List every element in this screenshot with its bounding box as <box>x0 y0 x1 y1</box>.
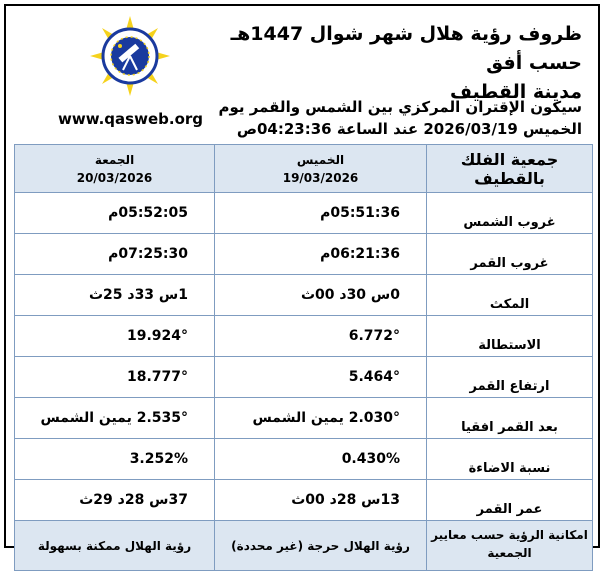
conjunction-line-2: الخميس 2026/03/19 عند الساعة 04:23:36ص <box>236 120 582 138</box>
friday-value: 2.535° يمين الشمس <box>15 398 215 439</box>
friday-header <box>15 145 215 193</box>
conjunction-info <box>202 96 582 140</box>
page-title <box>202 20 582 107</box>
thursday-value: 0س 30د 00ث <box>215 275 427 316</box>
table-row <box>15 316 593 357</box>
table-row <box>15 439 593 480</box>
friday-value: 3.252% <box>15 439 215 480</box>
title-line-2: مدينة القطيف <box>450 81 582 103</box>
thursday-day: الخميس <box>296 152 345 167</box>
society-name: جمعية الفلك بالقطيف <box>427 145 593 193</box>
table-row <box>15 275 593 316</box>
conjunction-line-1: سيكون الإقتران المركزي بين الشمس والقمر يوم <box>218 98 582 116</box>
friday-visibility: رؤية الهلال ممكنة بسهولة <box>15 521 215 571</box>
table-row <box>15 193 593 234</box>
table-header-row <box>15 145 593 193</box>
header <box>6 6 598 144</box>
thursday-date: 19/03/2026 <box>282 170 359 185</box>
friday-value: 1س 33د 25ث <box>15 275 215 316</box>
table-footer-row <box>15 521 593 571</box>
table-row <box>15 234 593 275</box>
row-label: المكث <box>427 275 593 316</box>
friday-value: 05:52:05م <box>15 193 215 234</box>
thursday-value: 5.464° <box>215 357 427 398</box>
row-label: بعد القمر افقيا <box>427 398 593 439</box>
friday-value: 37س 28د 29ث <box>15 480 215 521</box>
row-label: الاستطالة <box>427 316 593 357</box>
website-url[interactable]: www.qasweb.org <box>58 110 204 128</box>
thursday-value: 0.430% <box>215 439 427 480</box>
friday-value: 19.924° <box>15 316 215 357</box>
friday-date: 20/03/2026 <box>76 170 153 185</box>
thursday-visibility: رؤية الهلال حرجة (غير محددة) <box>215 521 427 571</box>
table-row <box>15 398 593 439</box>
row-label: ارتفاع القمر <box>427 357 593 398</box>
table-row <box>15 357 593 398</box>
row-label: نسبة الاضاءة <box>427 439 593 480</box>
thursday-header <box>215 145 427 193</box>
visibility-criteria-label: امكانية الرؤية حسب معايير الجمعية <box>427 521 593 571</box>
friday-day: الجمعة <box>94 152 135 167</box>
table-row <box>15 480 593 521</box>
thursday-value: 6.772° <box>215 316 427 357</box>
row-label: غروب الشمس <box>427 193 593 234</box>
society-logo <box>90 16 170 96</box>
row-label: غروب القمر <box>427 234 593 275</box>
visibility-table <box>14 144 593 571</box>
thursday-value: 13س 28د 00ث <box>215 480 427 521</box>
title-line-1: ظروف رؤية هلال شهر شوال 1447هـ حسب أفق <box>230 23 582 74</box>
thursday-value: 06:21:36م <box>215 234 427 275</box>
thursday-value: 05:51:36م <box>215 193 427 234</box>
announcement-card <box>4 4 600 560</box>
friday-value: 07:25:30م <box>15 234 215 275</box>
row-label: عمر القمر <box>427 480 593 521</box>
friday-value: 18.777° <box>15 357 215 398</box>
thursday-value: 2.030° يمين الشمس <box>215 398 427 439</box>
